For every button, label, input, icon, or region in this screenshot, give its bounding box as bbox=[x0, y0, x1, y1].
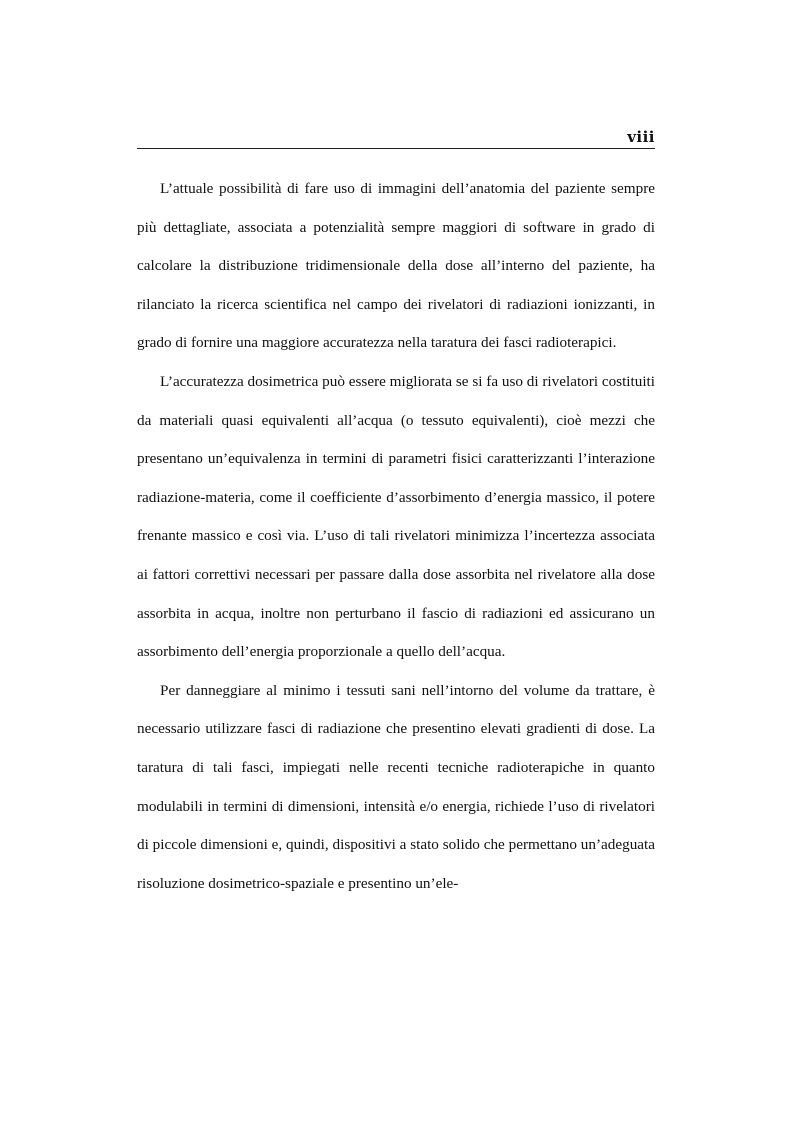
body-text bbox=[137, 170, 655, 903]
paragraph-dose-gradients: Per danneggiare al minimo i tessuti sani nell’intorno del volume da trattare, è necessario utilizzare fasci di radiazione che presentino elevati gradienti di dose. La taratura di tali fasci, impiegati nelle recenti tecniche radioterapiche in quanto modulabili in termini di dimensioni, intensità e/o energia, richiede l’uso di rivelatori di piccole dimensioni e, quindi, dispositivi a stato solido che permettano un’adeguata risoluzione dosimetrico-spaziale e presentino un’ele- bbox=[137, 681, 655, 892]
paragraph-dosimetric-accuracy: L’accuratezza dosimetrica può essere migliorata se si fa uso di rivelatori costituiti da materiali quasi equivalenti all’acqua (o tessuto equivalenti), cioè mezzi che presentano un’equivalenza in termini di parametri fisici caratterizzanti l’interazione radiazione-materia, come il coefficiente d’assorbimento d’energia massico, il potere frenante massico e così via. L’uso di tali rivelatori minimizza l’incertezza associata ai fattori correttivi necessari per passare dalla dose assorbita nel rivelatore alla dose assorbita in acqua, inoltre non perturbano il fascio di radiazioni ed assicurano un assorbimento dell’energia proporzionale a quello dell’acqua. bbox=[137, 372, 655, 661]
page-header bbox=[137, 124, 655, 149]
page-number: viii bbox=[627, 128, 655, 146]
paragraph-imaging-software: L’attuale possibilità di fare uso di immagini dell’anatomia del paziente sempre più dettagliate, associata a potenzialità sempre maggiori di software in grado di calcolare la distribuzione tridimensionale della dose all’interno del paziente, ha rilanciato la ricerca scientifica nel campo dei rivelatori di radiazioni ionizzanti, in grado di fornire una maggiore accuratezza nella taratura dei fasci radioterapici. bbox=[137, 180, 655, 352]
